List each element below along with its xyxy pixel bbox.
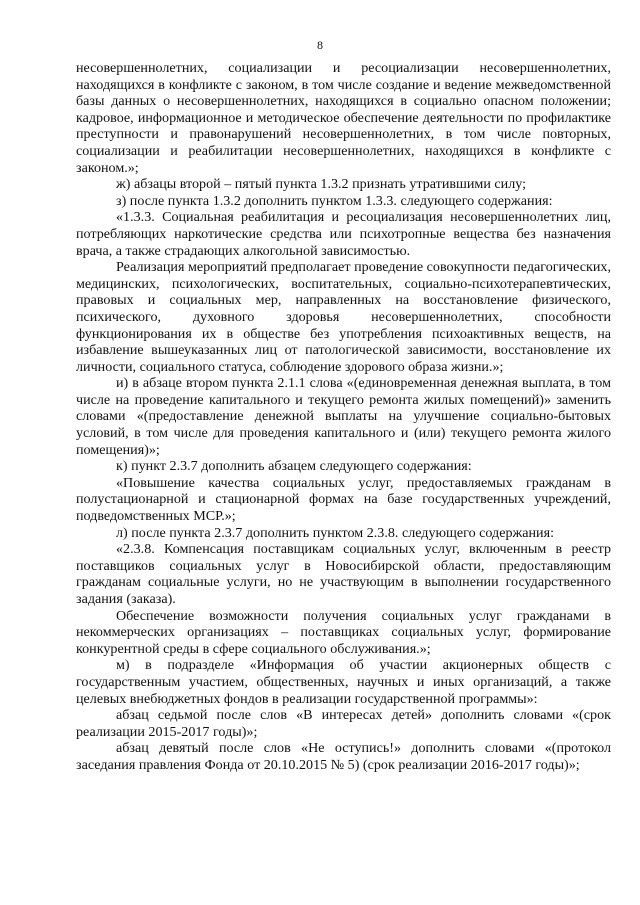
paragraph-item-k: к) пункт 2.3.7 дополнить абзацем следующего содержания:: [116, 458, 472, 475]
paragraph-implementation: Реализация мероприятий предполагает проведение совокупности педагогических, медицинских, психологических, воспитательных, социально-психотерапевтических, правовых и социальных мер, направленных на восстановление физического, психического, духовного здоровья несовершеннолетних, способности функционирования их в обществе без употребления психоактивных веществ, на избавление вышеуказанных лиц от патологической зависимости, восстановление их личности, социального статуса, соблюдение здорового образа жизни.»;: [76, 259, 611, 375]
paragraph-seventh: абзац седьмой после слов «В интересах детей» дополнить словами «(срок реализации 2015-2017 годы)»;: [76, 707, 611, 740]
paragraph-quote-quality: «Повышение качества социальных услуг, предоставляемых гражданам в полустационарной и стационарной формах на базе государственных учреждений, подведомственных МСР.»;: [76, 474, 611, 525]
paragraph-item-l: л) после пункта 2.3.7 дополнить пунктом 2.3.8. следующего содержания:: [116, 524, 554, 541]
paragraph-item-z: з) после пункта 1.3.2 дополнить пунктом 1.3.3. следующего содержания:: [116, 192, 553, 209]
paragraph-continuation: несовершеннолетних, социализации и ресоциализации несовершеннолетних, находящихся в конфликте с законом, в том числе создание и ведение межведомственной базы данных о несовершеннолетних, находящихся в социально опасном положении; кадровое, информационное и методическое обеспечение деятельности по профилактике преступности и правонарушений несовершеннолетних, в том числе повторных, социализации и реабилитации несовершеннолетних, находящихся в конфликте с законом.»;: [76, 60, 611, 176]
paragraph-item-i: и) в абзаце втором пункта 2.1.1 слова «(единовременная денежная выплата, в том числе на проведение капитального и текущего ремонта жилых помещений)» заменить словами «(предоставление денежной выплаты на улучшение социально-бытовых условий, в том числе для проведения капитального и (или) текущего ремонта жилого помещения)»;: [76, 375, 611, 458]
paragraph-ninth: абзац девятый после слов «Не оступись!» дополнить словами «(протокол заседания правления Фонда от 20.10.2015 № 5) (срок реализации 2016-2017 годы)»;: [76, 740, 611, 773]
document-body: [76, 60, 611, 774]
paragraph-item-m: м) в подразделе «Информация об участии акционерных обществ с государственным участием, общественных, научных и иных организаций, а также целевых внебюджетных фондов в реализации государственной программы»:: [76, 657, 611, 707]
paragraph-item-zh: ж) абзацы второй – пятый пункта 1.3.2 признать утратившими силу;: [116, 176, 527, 193]
page-number: 8: [317, 38, 323, 52]
paragraph-quote-1-3-3: «1.3.3. Социальная реабилитация и ресоциализация несовершеннолетних лиц, потребляющих наркотические средства или психотропные вещества без назначения врача, а также страдающих алкогольной зависимостью.: [76, 209, 611, 259]
paragraph-access: Обеспечение возможности получения социальных услуг гражданами в некоммерческих организациях – поставщиках социальных услуг, формирование конкурентной среды в сфере социального обслуживания.»;: [76, 607, 611, 657]
paragraph-quote-2-3-8: «2.3.8. Компенсация поставщикам социальных услуг, включенным в реестр поставщиков социальных услуг в Новосибирской области, предоставляющим гражданам социальные услуги, но не участвующим в выполнении государственного задания (заказа).: [76, 541, 611, 607]
